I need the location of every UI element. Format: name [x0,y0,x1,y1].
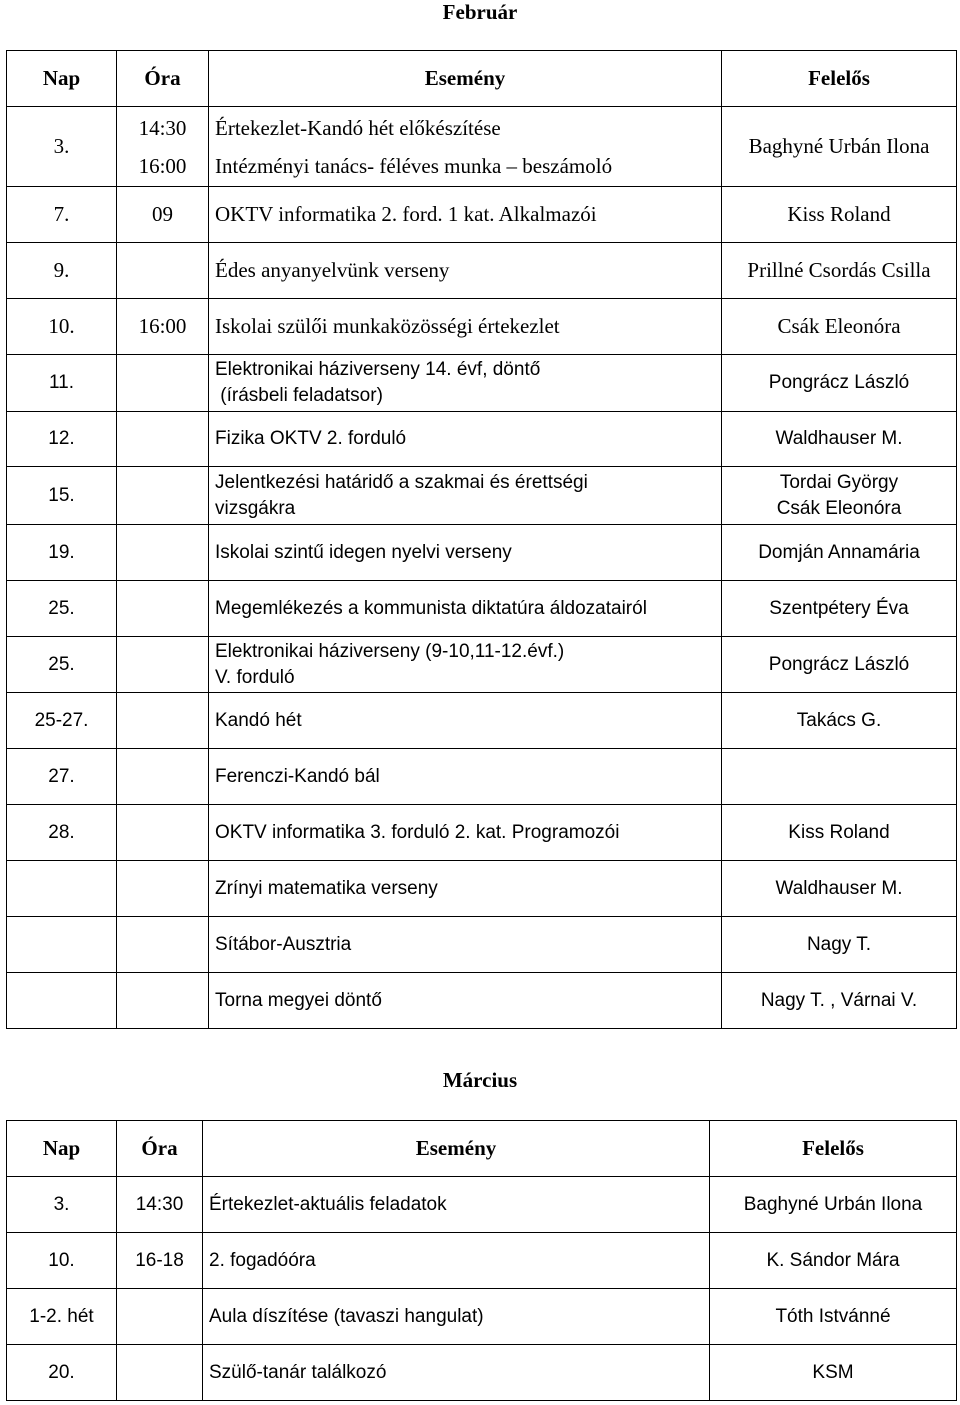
table-row [7,187,957,243]
owner-line: Tordai György [779,471,899,493]
cell-day: 11. [7,355,117,412]
cell-event: Zrínyi matematika verseny [209,861,722,917]
table-row [7,693,957,749]
event-line: (írásbeli feladatsor) [215,385,383,406]
header-owner: Felelős [710,1121,957,1177]
cell-time [117,1289,203,1345]
cell-event: Értekezlet-aktuális feladatok [203,1177,710,1233]
owner-line: Csák Eleonóra [776,497,902,519]
cell-day: 19. [7,525,117,581]
table-header-row [7,1121,957,1177]
table-row [7,355,957,412]
table-row [7,107,957,187]
cell-day: 3. [7,107,117,187]
table-header-row [7,51,957,107]
cell-time: 16:00 [117,299,209,355]
cell-event: Édes anyanyelvünk verseny [209,243,722,299]
cell-owner: Kiss Roland [722,187,957,243]
table-row [7,1177,957,1233]
table-row [7,299,957,355]
cell-time [117,637,209,693]
cell-day: 9. [7,243,117,299]
cell-time [117,243,209,299]
cell-owner: Domján Annamária [722,525,957,581]
cell-event: Iskolai szintű idegen nyelvi verseny [209,525,722,581]
header-event: Esemény [203,1121,710,1177]
table-row [7,749,957,805]
cell-owner: Takács G. [722,693,957,749]
event-line: vizsgákra [215,497,296,519]
cell-event: Kandó hét [209,693,722,749]
cell-day: 25-27. [7,693,117,749]
cell-time [117,805,209,861]
table-row [7,861,957,917]
cell-time: 16-18 [117,1233,203,1289]
cell-owner: Waldhauser M. [722,412,957,467]
cell-event [209,637,722,693]
cell-owner: Nagy T. , Várnai V. [722,973,957,1029]
march-title: Március [442,1068,518,1092]
event-line: Értekezlet-Kandó hét előkészítése [215,115,501,140]
cell-owner: Baghyné Urbán Ilona [722,107,957,187]
table-row [7,243,957,299]
table-row [7,805,957,861]
cell-time [117,355,209,412]
cell-event: Megemlékezés a kommunista diktatúra áldozatairól [209,581,722,637]
cell-time: 14:30 [117,1177,203,1233]
cell-day: 25. [7,581,117,637]
february-table [6,50,957,1029]
header-time: Óra [117,51,209,107]
event-line: Elektronikai háziverseny (9-10,11-12.évf.) [215,640,565,662]
time-line: 14:30 [138,115,187,140]
cell-time [117,749,209,805]
cell-time [117,693,209,749]
cell-event [209,467,722,525]
cell-event: 2. fogadóóra [203,1233,710,1289]
header-owner: Felelős [722,51,957,107]
cell-day: 25. [7,637,117,693]
event-line: Intézményi tanács- féléves munka – beszámoló [215,153,613,178]
cell-event: Ferenczi-Kandó bál [209,749,722,805]
cell-time [117,581,209,637]
cell-day: 12. [7,412,117,467]
cell-owner: Szentpétery Éva [722,581,957,637]
cell-time [117,861,209,917]
cell-day: 28. [7,805,117,861]
cell-owner: Pongrácz László [722,355,957,412]
cell-event: Fizika OKTV 2. forduló [209,412,722,467]
cell-event [209,107,722,187]
cell-event: Torna megyei döntő [209,973,722,1029]
table-row [7,973,957,1029]
cell-day: 15. [7,467,117,525]
cell-event: Aula díszítése (tavaszi hangulat) [203,1289,710,1345]
cell-time [117,917,209,973]
cell-event: Szülő-tanár találkozó [203,1345,710,1401]
cell-owner [722,467,957,525]
cell-owner [722,749,957,805]
march-table [6,1120,957,1401]
table-row [7,917,957,973]
event-line: Jelentkezési határidő a szakmai és érettségi [215,471,588,493]
cell-owner: Kiss Roland [722,805,957,861]
table-row [7,412,957,467]
cell-day: 20. [7,1345,117,1401]
cell-time [117,525,209,581]
cell-event: OKTV informatika 3. forduló 2. kat. Programozói [209,805,722,861]
table-row [7,581,957,637]
cell-owner: Prillné Csordás Csilla [722,243,957,299]
header-day: Nap [7,51,117,107]
table-row [7,1345,957,1401]
cell-event [209,355,722,412]
event-line: V. forduló [215,666,295,688]
cell-event: Iskolai szülői munkaközösségi értekezlet [209,299,722,355]
header-event: Esemény [209,51,722,107]
cell-day: 10. [7,1233,117,1289]
cell-day: 27. [7,749,117,805]
event-line: Elektronikai háziverseny 14. évf, döntő [215,359,541,380]
cell-event: Sítábor-Ausztria [209,917,722,973]
table-row [7,467,957,525]
header-day: Nap [7,1121,117,1177]
cell-day [7,973,117,1029]
cell-time [117,412,209,467]
cell-owner: Pongrácz László [722,637,957,693]
cell-day: 3. [7,1177,117,1233]
cell-owner: Tóth Istvánné [710,1289,957,1345]
cell-day: 7. [7,187,117,243]
cell-owner: KSM [710,1345,957,1401]
cell-day [7,861,117,917]
cell-owner: Waldhauser M. [722,861,957,917]
time-line: 16:00 [138,153,187,178]
table-row [7,637,957,693]
cell-owner: K. Sándor Mára [710,1233,957,1289]
cell-day [7,917,117,973]
cell-day: 10. [7,299,117,355]
header-time: Óra [117,1121,203,1177]
cell-owner: Nagy T. [722,917,957,973]
cell-owner: Baghyné Urbán Ilona [710,1177,957,1233]
table-row [7,525,957,581]
cell-time: 09 [117,187,209,243]
cell-owner: Csák Eleonóra [722,299,957,355]
cell-time [117,107,209,187]
table-row [7,1289,957,1345]
cell-day: 1-2. hét [7,1289,117,1345]
table-row [7,1233,957,1289]
cell-time [117,467,209,525]
cell-time [117,1345,203,1401]
cell-time [117,973,209,1029]
february-title: Február [442,0,518,24]
cell-event: OKTV informatika 2. ford. 1 kat. Alkalmazói [209,187,722,243]
